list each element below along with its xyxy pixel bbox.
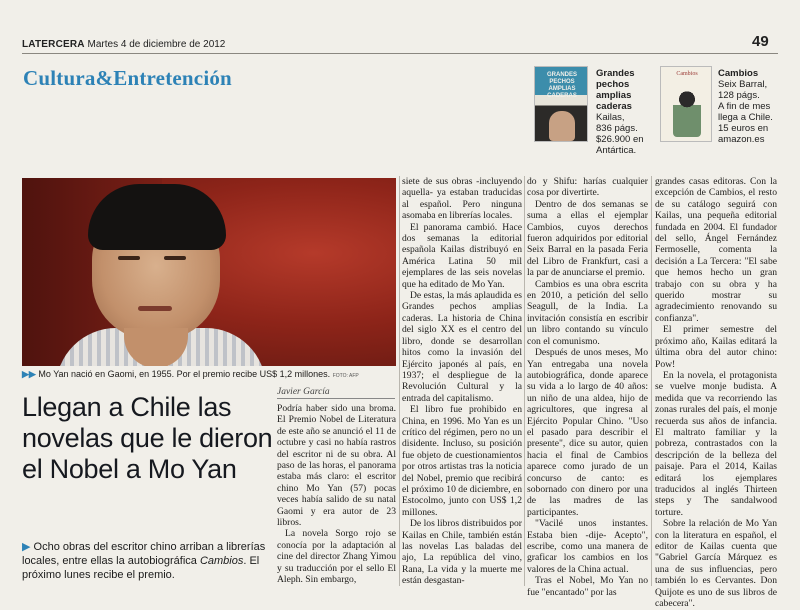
paragraph: De los libros distribuidos por Kailas en Chile, también están las novelas Las baladas del ajo, La república del vino, Rana, La vida y la muerte me están desgastan- [402,518,522,587]
publication-date: Martes 4 de diciembre de 2012 [87,39,226,50]
article-column-3 [527,176,648,598]
book-info-line: Antártica. [596,145,637,156]
book-info-line: $26.900 en [596,134,644,145]
paragraph: El panorama cambió. Hace dos semanas la editorial española Kailas distribuyó en América Latina 50 mil ejemplares de las seis novelas que ha editado de Mo Yan. [402,221,522,290]
book-info-line: amazon.es [718,134,765,145]
deck-book-title: Cambios [199,555,244,567]
deck-text-end: . El próximo lunes recibe el premio. [22,555,260,581]
article-headline: Llegan a Chile las novelas que le dieron el Nobel a Mo Yan [22,392,273,484]
paragraph: Después de unos meses, Mo Yan entregaba una novela autobiográfica, donde aparece su vida a lo largo de 40 años: un niño de una aldea, hijo de agricultores, que ingresa al Ejército Popular Chino. "Uso el pasado para describir el presente", dice su autor, quien hacia el final de Cambios aparece como jurado de un concurso de canto: es sobornado con dinero por una de las madres de las participantes. [527,347,648,518]
book-info-line: llega a Chile. [718,112,773,123]
paragraph: Cambios es una obra escrita en 2010, a petición del sello Seagull, de la India. La invitación consistía en escribir un libro contando su vínculo con el comunismo. [527,278,648,347]
book-title: Cambios [718,68,759,79]
photo-credit: FOTO: AFP [332,373,359,379]
book-info-cambios [718,68,778,145]
book-info-line: Seix Barral, [718,79,768,90]
paragraph: Dentro de dos semanas se suma a ellas el ejemplar Cambios, cuyos derechos fueron adquiridos por editorial Seix Barral en la pasada Feria del Libro de Frankfurt, casi a la par de anunciarse el premio. [527,198,648,279]
paragraph: Tras el Nobel, Mo Yan no fue "encantado" por las [527,575,648,598]
column-divider [524,176,525,586]
section-title: Cultura&Entretención [23,66,232,90]
article-column-4 [655,176,777,609]
paragraph: do y Shifu: harías cualquier cosa por divertirte. [527,176,648,199]
paragraph: Podría haber sido una broma. El Premio Nobel de Literatura de este año se anunció el 11 de octubre y casi no había rastros del escritor ni de su obra. Al paso de las horas, el panorama estaba más claro: el escritor chino Mo Yan (57) pocas veces había salido de su natal Gaomi y era autor de 23 libros. [277,403,396,529]
book-info-line: 836 págs. [596,123,638,134]
book-cover-title: GRANDES PECHOS AMPLIAS CADERAS [546,72,577,99]
deck-marker-icon: ▶ [22,541,31,553]
byline: Javier García [277,387,330,397]
paragraph: De estas, la más aplaudida es Grandes pechos amplias caderas. La historia de China del siglo XX es el centro del libro, donde se desarrollan hitos como la invasión del Ejército japonés al país, en 1937; el despliegue de la Revolución Cultural y la entrada del capitalismo. [402,290,522,404]
paragraph: Sobre la relación de Mo Yan con la literatura en español, el editor de Kailas cuenta que "Gabriel García Márquez es una de sus influencias, pero también lo es Cervantes. Don Quijote es uno de sus libros de cabecera". [655,518,777,610]
page-number: 49 [752,33,769,50]
newspaper-brand: LATERCERA [22,39,85,50]
caption-text: Mo Yan nació en Gaomi, en 1955. Por el premio recibe US$ 1,2 millones. [38,369,331,379]
paragraph: En la novela, el protagonista se vuelve monje budista. A medida que va recorriendo las zonas rurales del país, el monje recuerda sus años de infancia. El maltrato familiar y la pobreza, contrastados con la descripción de la belleza del paisaje. Para el 2014, Kailas editará los ejemplares traducidos al inglés Thirteen steps y The sandalwood torture. [655,369,777,518]
byline-rule [277,398,395,399]
book-cover-grandes-pechos [534,66,588,142]
book-info-line: 128 págs. [718,90,760,101]
paragraph: El primer semestre del próximo año, Kailas editará la última obra del autor chino: Pow! [655,324,777,370]
book-info-line: 15 euros en [718,123,769,134]
cover-figure-image [673,91,701,137]
header-rule [22,53,778,54]
paragraph: "Vacilé unos instantes. Estaba bien -dije- Acepto", escribe, como una manera de graficar los cambios en los valores de la China actual. [527,518,648,575]
book-info-grandes-pechos [596,68,656,156]
book-info-line: Kailas, [596,112,625,123]
book-info-line: A fin de mes [718,101,771,112]
book-cover-cambios [660,66,712,142]
cover-portrait-image [549,111,575,141]
mo-yan-photo [22,178,396,366]
column-divider [651,176,652,586]
book-title: Grandes pechos amplias caderas [596,68,635,112]
photo-caption [22,369,396,380]
masthead [22,39,225,50]
deck-text: Ocho obras del escritor chino arriban a librerías locales, entre ellas la autobiográfica [22,541,266,567]
column-divider [399,176,400,586]
article-column-2 [402,176,522,587]
paragraph: El libro fue prohibido en China, en 1996. Mo Yan es un crítico del régimen, pero no un disidente. Incluso, su posición fue objeto de cuestionamientos por otros artistas tras la noticia del Nobel, premio que recibirá el próximo 10 de diciembre, en Estocolmo, junto con US$ 1,2 millones. [402,404,522,518]
article-column-1 [277,403,396,586]
article-deck [22,540,276,582]
paragraph: La novela Sorgo rojo se conocía por la adaptación al cine del director Zhang Yimou y su traducción por el sello El Aleph. Sin embargo, [277,528,396,586]
paragraph: siete de sus obras -incluyendo aquella- ya estaban traducidas al español. Pero ninguna asomaba en librerías locales. [402,176,522,222]
book-cover-title: Cambios [676,71,698,77]
paragraph: grandes casas editoras. Con la excepción de Cambios, el resto de su catálogo seguirá con Kailas, una pequeña editorial fundada en 2004. El fundador del sello, Ángel Fernández Fermoselle, comenta la decisión a La Tercera: "El sabe que hemos hecho un gran trabajo con su obra y ha querido mostrar su agradecimiento renovando su confianza". [655,176,777,324]
caption-arrow-icon: ▶▶ [22,369,36,379]
